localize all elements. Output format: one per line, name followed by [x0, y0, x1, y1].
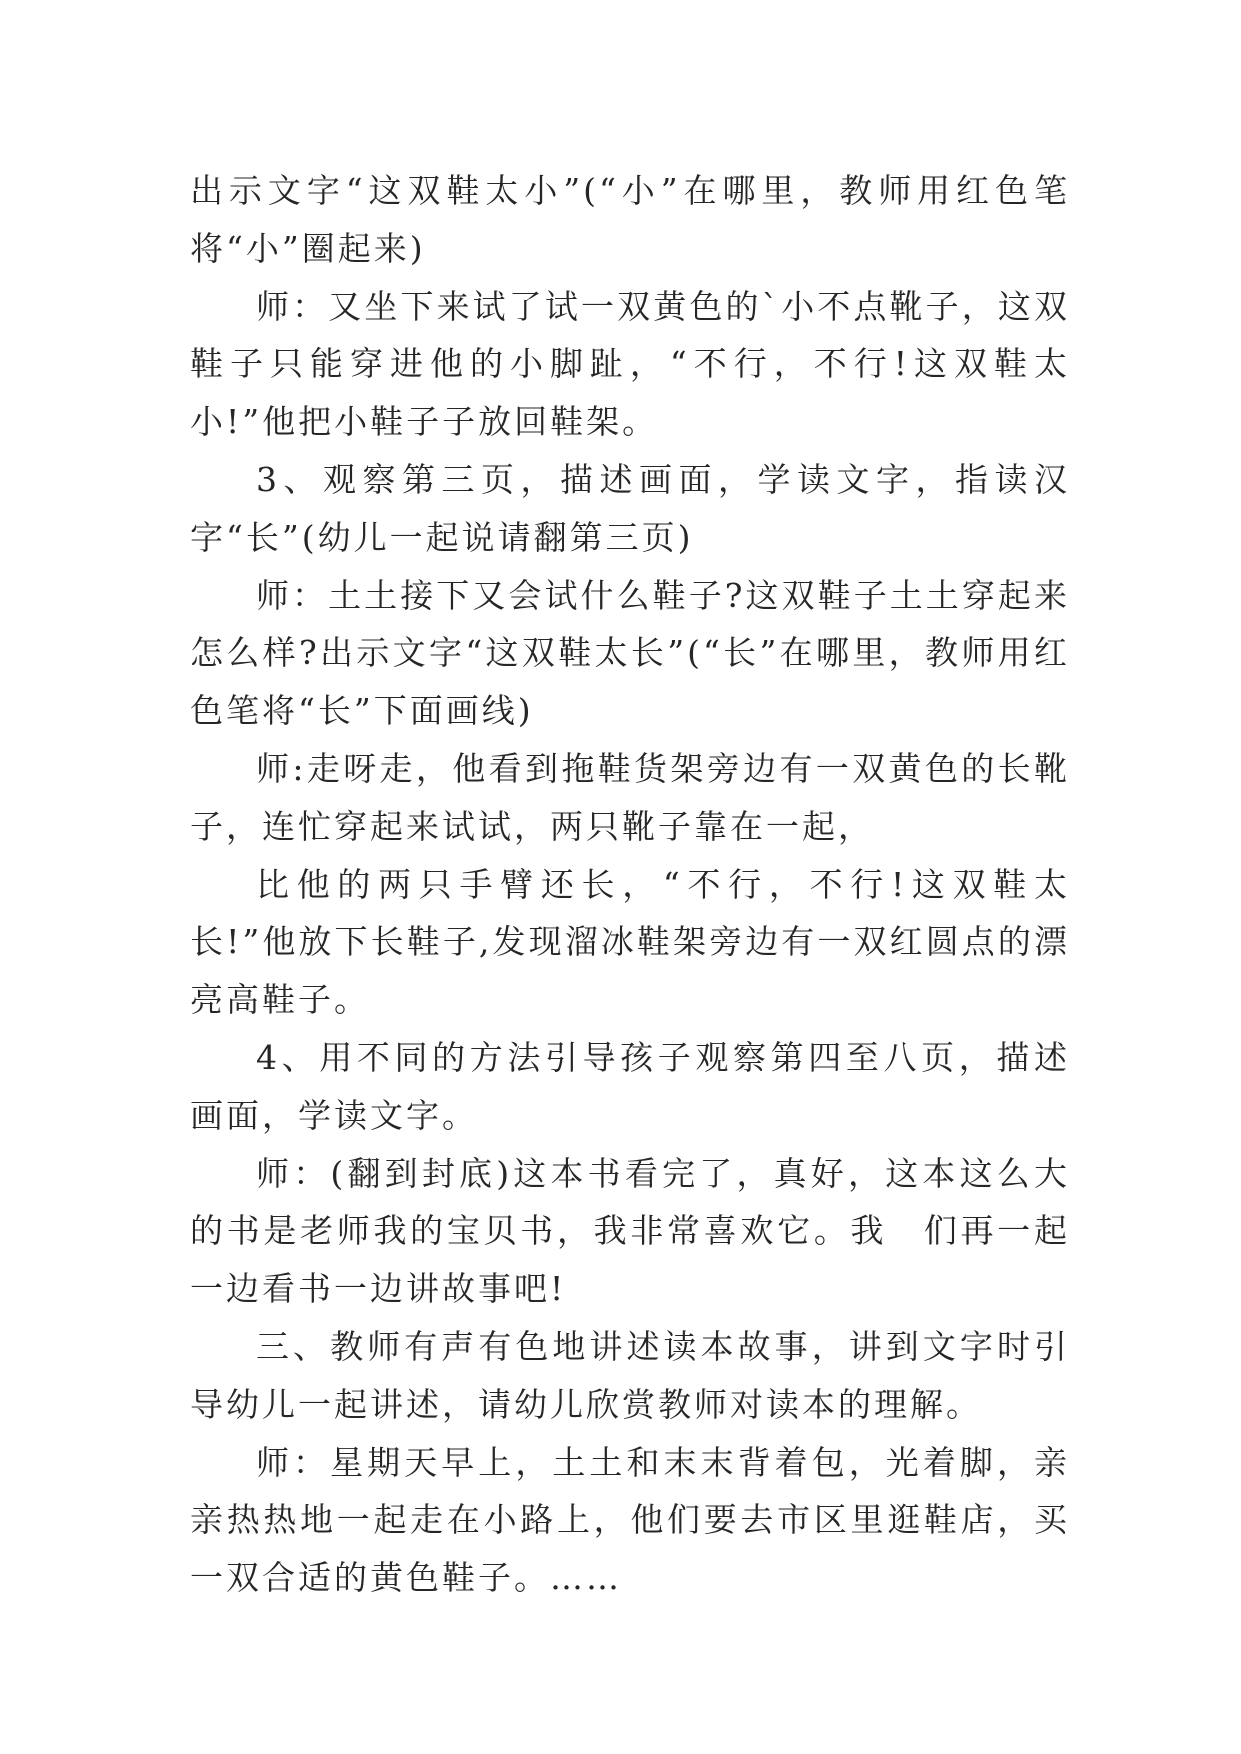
- paragraph-5: 师:走呀走，他看到拖鞋货架旁边有一双黄色的长靴子，连忙穿起来试试，两只靴子靠在一起，: [190, 748, 1070, 846]
- paragraph-4: 师：土土接下又会试什么鞋子?这双鞋子土土穿起来怎么样?出示文字“这双鞋太长”(“长”在哪里，教师用红色笔将“长”下面画线): [190, 575, 1070, 731]
- paragraph-8: 师：(翻到封底)这本书看完了，真好，这本这么大的书是老师我的宝贝书，我非常喜欢它。我 们再一起一边看书一边讲故事吧!: [190, 1153, 1070, 1309]
- paragraph-3: 3、观察第三页，描述画面，学读文字，指读汉字“长”(幼儿一起说请翻第三页): [190, 459, 1070, 557]
- paragraph-1: 出示文字“这双鞋太小”(“小”在哪里，教师用红色笔将“小”圈起来): [190, 171, 1070, 268]
- paragraph-7: 4、用不同的方法引导孩子观察第四至八页，描述画面，学读文字。: [190, 1037, 1070, 1135]
- paragraph-10: 师：星期天早上，土土和末末背着包，光着脚，亲亲热热地一起走在小路上，他们要去市区里逛鞋店，买一双合适的黄色鞋子。……: [190, 1442, 1070, 1598]
- paragraph-9: 三、教师有声有色地讲述读本故事，讲到文字时引导幼儿一起讲述，请幼儿欣赏教师对读本的理解。: [190, 1326, 1070, 1424]
- paragraph-2: 师：又坐下来试了试一双黄色的`小不点靴子，这双鞋子只能穿进他的小脚趾，“不行，不行!这双鞋太小!”他把小鞋子子放回鞋架。: [190, 286, 1070, 442]
- document-body: [190, 162, 1070, 1607]
- paragraph-6: 比他的两只手臂还长，“不行，不行!这双鞋太长!”他放下长鞋子,发现溜冰鞋架旁边有一双红圆点的漂亮高鞋子。: [190, 864, 1070, 1020]
